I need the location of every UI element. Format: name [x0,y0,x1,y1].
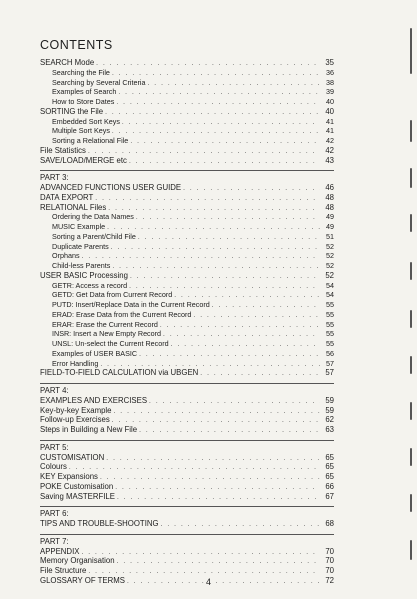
dot-leader [96,59,320,69]
toc-entry [40,329,334,339]
toc-entry-page: 70 [325,546,334,556]
toc-entry [40,368,334,378]
toc-entry-page: 42 [326,136,334,145]
toc-entry-page: 41 [326,126,334,136]
toc-entry-label: Searching by Several Criteria [52,77,146,87]
toc-entry-label: Ordering the Data Names [52,212,134,222]
toc-entry [40,482,334,492]
toc-entry-page: 55 [326,300,334,309]
toc-entry-label: Duplicate Parents [52,241,109,251]
dot-leader [108,204,320,214]
toc-entry-label: Saving MASTERFILE [40,491,115,501]
toc-entry-label: Steps in Building a New File [40,425,138,434]
dot-leader [147,79,320,89]
toc-entry [40,290,334,300]
toc-entry-page: 70 [325,566,334,575]
toc-entry-label: INSR: Insert a New Empty Record [52,329,162,339]
toc-entry-label: SEARCH Mode [40,58,95,67]
toc-entry-label: SORTING the File [40,106,104,116]
dot-leader [129,157,320,167]
dot-leader [117,557,320,567]
dot-leader [69,463,320,473]
dot-leader [107,223,320,233]
toc-entry-label: TIPS AND TROUBLE-SHOOTING [40,519,159,528]
dot-leader [114,407,321,417]
toc-entry-page: 52 [326,251,334,261]
page-title: CONTENTS [40,38,113,52]
toc-entry [40,78,334,88]
toc-entry-label: FIELD-TO-FIELD CALCULATION via UBGEN [40,368,199,378]
toc-entry-label: Sorting a Parent/Child File [52,231,136,241]
toc-entry [40,222,334,232]
dot-leader [136,213,320,223]
toc-entry-label: Multiple Sort Keys [52,126,110,136]
toc-entry [40,87,334,97]
part-heading: PART 5: [40,442,69,452]
toc-entry-page: 48 [325,192,334,202]
toc-entry-label: Colours [40,462,67,472]
toc-entry [40,406,334,416]
toc-entry-label: SAVE/LOAD/MERGE etc [40,155,127,165]
toc-entry-label: PUTD: Insert/Replace Data in the Current Record [52,300,210,309]
toc-entry-label: Searching the File [52,67,110,77]
toc-entry [40,547,334,557]
dot-leader [212,301,320,311]
toc-entry-label: Child-less Parents [52,261,111,270]
dot-leader [116,98,320,108]
toc-entry-page: 70 [325,556,334,566]
toc-entry [40,271,334,281]
toc-entry-page: 57 [326,358,334,368]
dot-leader [149,397,320,407]
section-divider [40,534,334,535]
toc-entry-label: UNSL: Un-select the Current Record [52,339,169,348]
toc-entry [40,492,334,502]
toc-entry-page: 62 [325,415,334,425]
dot-leader [130,272,320,282]
dot-leader [106,454,320,464]
toc-entry-page: 67 [325,491,334,501]
toc-entry-page: 52 [326,241,334,251]
toc-entry [40,566,334,576]
dot-leader [118,88,320,98]
toc-entry-page: 38 [326,77,334,87]
toc-entry-page: 63 [325,425,334,434]
dot-leader [163,330,320,340]
dot-leader [122,118,320,128]
dot-leader [81,548,320,558]
toc-entry-page: 65 [325,472,334,481]
toc-entry-label: Follow-up Exercises [40,415,110,425]
dot-leader [115,483,320,493]
toc-entry-label: MUSIC Example [52,222,106,231]
dot-leader [139,426,320,436]
toc-entry [40,281,334,291]
part-heading: PART 6: [40,509,69,519]
dot-leader [95,194,320,204]
toc-entry-label: Sorting a Relational File [52,136,129,145]
toc-entry [40,136,334,146]
toc-entry-page: 65 [325,462,334,472]
dot-leader [171,340,320,350]
toc-entry [40,117,334,127]
toc-entry [40,300,334,310]
toc-entry [40,232,334,242]
toc-entry-page: 54 [326,290,334,300]
toc-entry-page: 49 [326,212,334,222]
toc-entry-page: 55 [326,319,334,329]
toc-entry-label: Error Handling [52,358,99,368]
toc-entry-page: 66 [325,481,334,491]
toc-entry-page: 68 [325,519,334,528]
toc-entry-label: How to Store Dates [52,97,115,106]
section-divider [40,506,334,507]
toc-entry-label: GLOSSARY OF TERMS [40,575,125,585]
toc-entry-label: KEY Expansions [40,472,98,481]
toc-entry-page: 40 [325,106,334,116]
toc-entry [40,320,334,330]
part-heading: PART 4: [40,386,69,395]
part-heading: PART 3: [40,173,69,183]
toc-entry-label: RELATIONAL Files [40,202,107,212]
toc-entry [40,183,334,193]
toc-entry-page: 48 [325,202,334,212]
toc-entry-page: 54 [326,280,334,290]
toc-entry [40,556,334,566]
dot-leader [160,321,320,331]
toc-entry [40,425,334,435]
toc-entry [40,251,334,261]
toc-entry-page: 39 [326,87,334,97]
dot-leader [200,369,320,379]
dot-leader [105,108,320,118]
toc-entry-label: ADVANCED FUNCTIONS USER GUIDE [40,183,182,192]
toc-entry-page: 40 [326,97,334,106]
toc-entry-page: 56 [326,348,334,358]
toc-entry [40,156,334,166]
toc-entry [40,396,334,406]
toc-entry-page: 65 [325,452,334,462]
dot-leader [139,350,320,360]
toc-entry-label: Embedded Sort Keys [52,116,120,126]
dot-leader [112,416,320,426]
toc-entry-page: 55 [326,329,334,339]
dot-leader [111,243,320,253]
toc-entry-page: 59 [325,395,334,405]
toc-entry-page: 43 [325,155,334,165]
dot-leader [183,184,320,194]
toc-entry [40,415,334,425]
toc-entry-label: EXAMPLES AND EXERCISES [40,395,148,405]
toc-entry-label: ERAD: Erase Data from the Current Record [52,309,192,319]
dot-leader [130,137,320,147]
toc-entry [40,146,334,156]
toc-entry [40,519,334,529]
toc-entry-label: Examples of USER BASIC [52,348,138,358]
dot-leader [161,520,320,530]
toc-entry [40,462,334,472]
toc-entry-page: 51 [326,231,334,241]
toc-entry [40,68,334,78]
table-of-contents [40,58,334,586]
toc-entry-label: Key-by-key Example [40,405,112,415]
toc-entry-label: GETR: Access a record [52,280,128,290]
toc-entry-label: File Structure [40,566,87,575]
dot-leader [112,262,320,272]
toc-entry [40,359,334,369]
toc-entry-page: 59 [325,405,334,415]
toc-entry [40,203,334,213]
toc-entry-label: APPENDIX [40,546,80,556]
dot-leader [112,127,320,137]
page-number: 4 [205,577,211,587]
toc-entry [40,349,334,359]
toc-entry-label: DATA EXPORT [40,192,94,202]
toc-entry-label: CUSTOMISATION [40,452,105,462]
toc-entry-page: 57 [325,368,334,378]
toc-entry-page: 35 [325,58,334,67]
toc-entry [40,310,334,320]
toc-entry-label: GETD: Get Data from Current Record [52,290,173,300]
dot-leader [82,252,320,262]
toc-entry-label: File Statistics [40,145,86,155]
section-divider [40,440,334,441]
dot-leader [117,493,320,503]
toc-entry-page: 52 [326,261,334,270]
binding-edge [403,0,417,599]
dot-leader [138,233,320,243]
toc-entry [40,107,334,117]
toc-entry-page: 55 [326,339,334,348]
toc-entry-page: 49 [326,222,334,231]
toc-entry [40,453,334,463]
toc-entry-label: Memory Organisation [40,556,115,566]
toc-entry-page: 36 [326,67,334,77]
toc-entry-page: 41 [326,116,334,126]
toc-entry-label: Orphans [52,251,80,261]
toc-entry-page: 42 [325,145,334,155]
toc-entry [40,58,334,68]
toc-entry [40,97,334,107]
toc-entry-label: ERAR: Erase the Current Record [52,319,158,329]
toc-entry [40,261,334,271]
toc-entry-page: 72 [325,575,334,585]
part-heading: PART 7: [40,536,69,546]
toc-entry-label: USER BASIC Processing [40,270,128,280]
toc-entry [40,472,334,482]
toc-entry-page: 46 [325,183,334,192]
toc-entry [40,126,334,136]
dot-leader [100,473,320,483]
section-divider [40,170,334,171]
toc-entry-page: 55 [326,309,334,319]
toc-entry [40,193,334,203]
toc-entry-label: POKE Customisation [40,481,114,491]
toc-entry-label: Examples of Search [52,87,117,97]
toc-entry-page: 52 [325,270,334,280]
section-divider [40,383,334,384]
toc-entry [40,339,334,349]
toc-entry [40,212,334,222]
toc-entry [40,242,334,252]
dot-leader [193,311,320,321]
